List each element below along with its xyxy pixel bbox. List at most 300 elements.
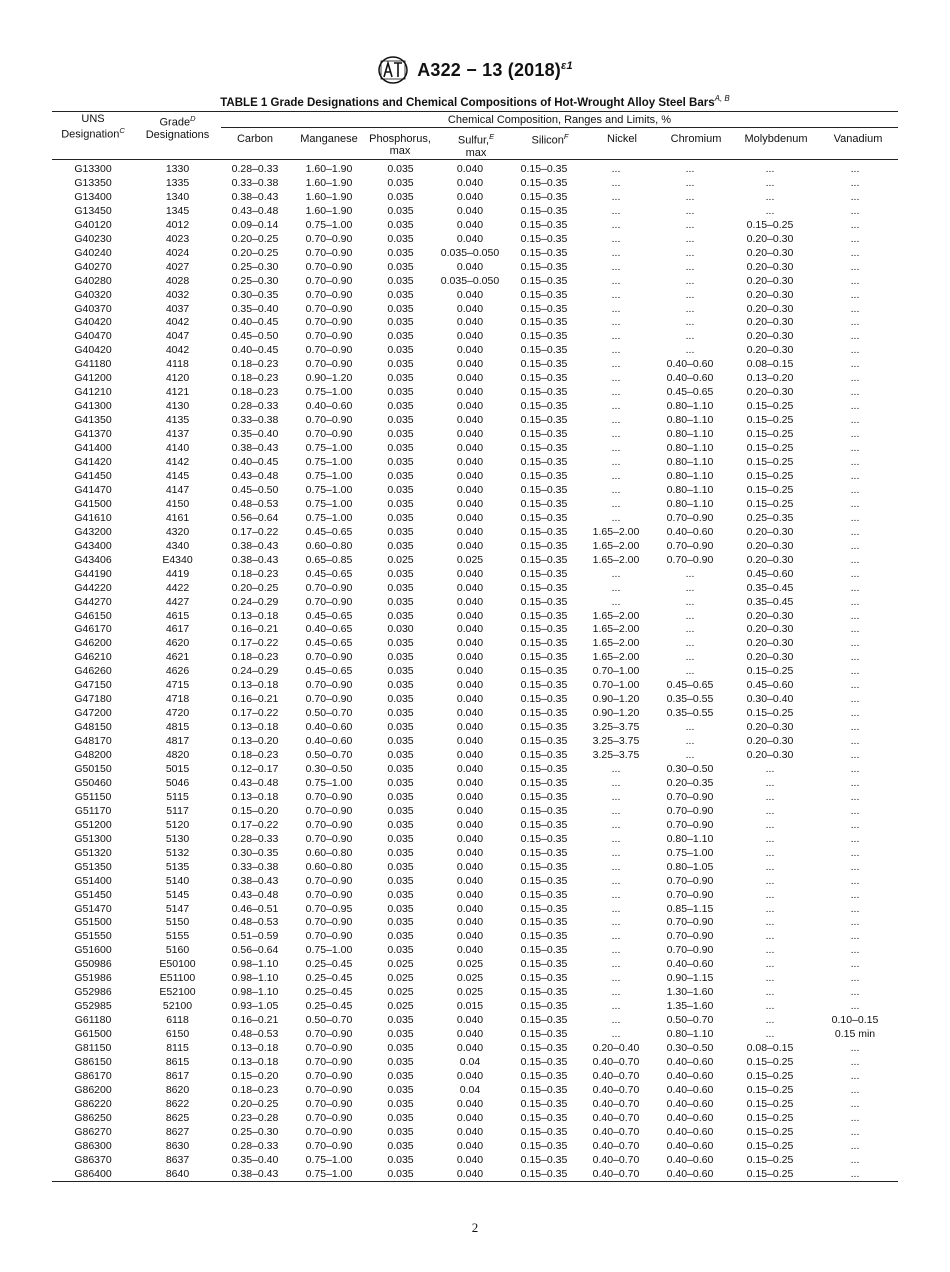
table-row [52, 986, 898, 1000]
manganese-cell: 0.65–0.85 [305, 553, 353, 566]
table-row [52, 414, 898, 428]
silicon-cell: 0.15–0.35 [520, 874, 568, 887]
chromium-cell: ... [685, 218, 695, 231]
molybdenum-cell: 0.20–0.30 [746, 749, 794, 762]
manganese-cell: 0.50–0.70 [305, 707, 353, 720]
uns-cell: G86270 [74, 1125, 112, 1138]
sulfur-cell: 0.040 [456, 1042, 484, 1055]
chromium-cell: 0.70–0.90 [666, 511, 714, 524]
manganese-cell: 0.75–1.00 [305, 469, 353, 482]
uns-cell: G13350 [74, 176, 112, 189]
chromium-cell: 0.35–0.55 [666, 707, 714, 720]
phosphorus-cell: 0.035 [387, 1014, 414, 1027]
uns-cell: G47180 [74, 693, 112, 706]
manganese-cell: 0.75–1.00 [305, 456, 353, 469]
chromium-cell: 0.30–0.50 [666, 762, 714, 775]
vanadium-cell: ... [850, 609, 860, 622]
grade-cell: 1345 [165, 204, 190, 217]
silicon-cell: 0.15–0.35 [520, 735, 568, 748]
table-row [52, 1126, 898, 1140]
chromium-cell: 0.70–0.90 [666, 916, 714, 929]
chromium-cell: ... [685, 330, 695, 343]
silicon-cell: 0.15–0.35 [520, 190, 568, 203]
uns-cell: G13450 [74, 204, 112, 217]
table-row [52, 679, 898, 693]
uns-cell: G51150 [74, 790, 112, 803]
vanadium-cell: ... [850, 707, 860, 720]
vanadium-cell: ... [850, 483, 860, 496]
molybdenum-cell: 0.15–0.25 [746, 1125, 794, 1138]
silicon-cell: 0.15–0.35 [520, 749, 568, 762]
chromium-cell: 0.50–0.70 [666, 1014, 714, 1027]
grade-cell: 5135 [165, 860, 190, 873]
silicon-cell: 0.15–0.35 [520, 637, 568, 650]
sulfur-cell: 0.040 [456, 693, 484, 706]
carbon-cell: 0.51–0.59 [231, 930, 279, 943]
chromium-cell: 0.40–0.60 [666, 1167, 714, 1180]
sulfur-cell: 0.040 [456, 567, 484, 580]
nickel-cell: ... [611, 386, 621, 399]
phosphorus-cell: 0.035 [387, 944, 414, 957]
vanadium-cell: ... [850, 372, 860, 385]
silicon-cell: 0.15–0.35 [520, 400, 568, 413]
silicon-cell: 0.15–0.35 [520, 693, 568, 706]
silicon-cell: 0.15–0.35 [520, 1083, 568, 1096]
manganese-cell: 0.70–0.90 [305, 260, 353, 273]
molybdenum-cell: 0.15–0.25 [746, 1139, 794, 1152]
sulfur-cell: 0.040 [456, 232, 484, 245]
header-molybdenum: Molybdenum [744, 133, 808, 145]
carbon-cell: 0.33–0.38 [231, 860, 279, 873]
nickel-cell: ... [611, 260, 621, 273]
chromium-cell: ... [685, 735, 695, 748]
carbon-cell: 0.20–0.25 [231, 232, 279, 245]
manganese-cell: 0.25–0.45 [305, 958, 353, 971]
chromium-cell: 0.45–0.65 [666, 679, 714, 692]
chromium-cell: 0.80–1.10 [666, 483, 714, 496]
nickel-cell: 0.70–1.00 [592, 679, 640, 692]
carbon-cell: 0.38–0.43 [231, 190, 279, 203]
grade-cell: 5147 [165, 902, 190, 915]
table-row [52, 1056, 898, 1070]
table-row [52, 289, 898, 303]
molybdenum-cell: 0.20–0.30 [746, 637, 794, 650]
carbon-cell: 0.25–0.30 [231, 274, 279, 287]
molybdenum-cell: 0.20–0.30 [746, 344, 794, 357]
molybdenum-cell: 0.20–0.30 [746, 316, 794, 329]
grade-cell: 5120 [165, 818, 190, 831]
manganese-cell: 0.40–0.60 [305, 400, 353, 413]
sulfur-cell: 0.040 [456, 846, 484, 859]
carbon-cell: 0.56–0.64 [231, 511, 279, 524]
nickel-cell: ... [611, 832, 621, 845]
grade-cell: 4118 [166, 358, 189, 371]
grade-cell: 5160 [165, 944, 190, 957]
uns-cell: G41180 [74, 358, 112, 371]
grade-cell: 5132 [165, 846, 190, 859]
nickel-cell: ... [611, 288, 621, 301]
phosphorus-cell: 0.035 [387, 190, 414, 203]
phosphorus-cell: 0.035 [387, 428, 414, 441]
sulfur-cell: 0.015 [456, 1000, 484, 1013]
sulfur-cell: 0.04 [459, 1056, 481, 1068]
silicon-cell: 0.15–0.35 [520, 246, 568, 259]
nickel-cell: 1.65–2.00 [592, 525, 640, 538]
uns-cell: G52986 [74, 986, 112, 999]
uns-cell: G48170 [74, 735, 112, 748]
carbon-cell: 0.43–0.48 [231, 776, 279, 789]
molybdenum-cell: ... [765, 762, 775, 775]
chromium-cell: 0.40–0.60 [666, 1069, 714, 1082]
sulfur-cell: 0.040 [456, 442, 484, 455]
phosphorus-cell: 0.035 [387, 260, 414, 273]
nickel-cell: ... [611, 163, 621, 175]
vanadium-cell: ... [850, 302, 860, 315]
vanadium-cell: ... [850, 776, 860, 789]
phosphorus-cell: 0.025 [387, 1000, 414, 1013]
manganese-cell: 0.40–0.60 [305, 721, 353, 734]
carbon-cell: 0.16–0.21 [231, 1014, 279, 1027]
phosphorus-cell: 0.035 [387, 567, 414, 580]
silicon-cell: 0.15–0.35 [520, 386, 568, 399]
nickel-cell: ... [611, 595, 621, 608]
grade-cell: 4120 [165, 372, 190, 385]
uns-cell: G50150 [74, 762, 112, 775]
molybdenum-cell: 0.15–0.25 [746, 1167, 794, 1180]
sulfur-cell: 0.040 [456, 832, 484, 845]
molybdenum-cell: 0.15–0.25 [746, 483, 794, 496]
silicon-cell: 0.15–0.35 [520, 1153, 568, 1166]
phosphorus-cell: 0.035 [387, 414, 414, 427]
sulfur-cell: 0.040 [456, 623, 484, 636]
vanadium-cell: ... [850, 1083, 860, 1096]
sulfur-cell: 0.040 [456, 218, 484, 231]
silicon-cell: 0.15–0.35 [520, 888, 568, 901]
molybdenum-cell: 0.15–0.25 [746, 1056, 794, 1068]
molybdenum-cell: 0.15–0.25 [746, 1097, 794, 1110]
phosphorus-cell: 0.035 [387, 776, 414, 789]
uns-cell: G41420 [74, 456, 112, 469]
page-number: 2 [471, 1220, 479, 1235]
table-row [52, 177, 898, 191]
vanadium-cell: ... [850, 1069, 860, 1082]
carbon-cell: 0.40–0.45 [231, 344, 279, 357]
sulfur-cell: 0.040 [456, 163, 484, 175]
sulfur-cell: 0.040 [456, 707, 484, 720]
manganese-cell: 0.70–0.90 [305, 832, 353, 845]
molybdenum-cell: 0.35–0.45 [746, 581, 794, 594]
sulfur-cell: 0.040 [456, 483, 484, 496]
carbon-cell: 0.23–0.28 [231, 1111, 279, 1124]
sulfur-cell: 0.025 [456, 958, 484, 971]
silicon-cell: 0.15–0.35 [520, 469, 568, 482]
vanadium-cell: ... [850, 442, 860, 455]
silicon-cell: 0.15–0.35 [520, 944, 568, 957]
grade-cell: 4142 [165, 456, 190, 469]
silicon-cell: 0.15–0.35 [520, 986, 568, 999]
vanadium-cell: ... [850, 1111, 860, 1124]
nickel-cell: 0.20–0.40 [592, 1042, 640, 1055]
nickel-cell: 3.25–3.75 [592, 721, 640, 734]
uns-cell: G41300 [74, 400, 112, 413]
uns-cell: G86370 [74, 1153, 112, 1166]
carbon-cell: 0.33–0.38 [231, 414, 279, 427]
header-nickel: Nickel [607, 133, 637, 145]
grade-cell: 5115 [166, 790, 189, 803]
grade-cell: 4320 [165, 525, 190, 538]
molybdenum-cell: 0.15–0.25 [746, 1069, 794, 1082]
silicon-cell: 0.15–0.35 [520, 567, 568, 580]
chromium-cell: 0.40–0.60 [666, 525, 714, 538]
uns-cell: G47150 [74, 679, 112, 692]
phosphorus-cell: 0.035 [387, 497, 414, 510]
manganese-cell: 0.70–0.90 [305, 246, 353, 259]
molybdenum-cell: 0.15–0.25 [746, 665, 794, 678]
table-row [52, 707, 898, 721]
manganese-cell: 0.40–0.65 [305, 623, 353, 636]
manganese-cell: 0.75–1.00 [305, 497, 353, 510]
silicon-cell: 0.15–0.35 [520, 1000, 568, 1013]
molybdenum-cell: ... [765, 163, 775, 175]
table-row [52, 330, 898, 344]
sulfur-cell: 0.035–0.050 [440, 274, 500, 287]
molybdenum-cell: 0.20–0.30 [746, 260, 794, 273]
manganese-cell: 0.45–0.65 [305, 609, 353, 622]
manganese-cell: 0.70–0.90 [305, 804, 353, 817]
table-row [52, 1028, 898, 1042]
silicon-cell: 0.15–0.35 [520, 553, 568, 566]
molybdenum-cell: 0.20–0.30 [746, 525, 794, 538]
carbon-cell: 0.25–0.30 [231, 1125, 279, 1138]
sulfur-cell: 0.025 [456, 553, 484, 566]
uns-cell: G51170 [74, 804, 112, 817]
vanadium-cell: ... [850, 595, 860, 608]
uns-cell: G51600 [74, 944, 112, 957]
chromium-cell: 0.40–0.60 [666, 358, 714, 371]
manganese-cell: 0.70–0.90 [305, 414, 353, 427]
molybdenum-cell: 0.20–0.30 [746, 609, 794, 622]
nickel-cell: 0.40–0.70 [592, 1111, 640, 1124]
group-header-rule [221, 127, 898, 128]
phosphorus-cell: 0.035 [387, 665, 414, 678]
table-row [52, 205, 898, 219]
phosphorus-cell: 0.035 [387, 609, 414, 622]
sulfur-cell: 0.040 [456, 539, 484, 552]
molybdenum-cell: 0.15–0.25 [746, 456, 794, 469]
chromium-cell: 0.40–0.60 [666, 1097, 714, 1110]
vanadium-cell: ... [850, 330, 860, 343]
uns-cell: G41450 [74, 469, 112, 482]
nickel-cell: ... [611, 511, 621, 524]
grade-cell: 8627 [165, 1125, 190, 1138]
chromium-cell: ... [685, 232, 695, 245]
molybdenum-cell: ... [765, 1000, 775, 1013]
uns-cell: G50460 [74, 776, 112, 789]
nickel-cell: ... [611, 469, 621, 482]
chromium-cell: 0.70–0.90 [666, 539, 714, 552]
manganese-cell: 0.70–0.90 [305, 1097, 353, 1110]
molybdenum-cell: ... [765, 1028, 775, 1041]
uns-cell: G51470 [74, 902, 112, 915]
chromium-cell: 0.80–1.10 [666, 1028, 714, 1041]
grade-cell: E52100 [159, 986, 196, 999]
molybdenum-cell: 0.15–0.25 [746, 1083, 794, 1096]
table-row [52, 163, 898, 177]
phosphorus-cell: 0.035 [387, 386, 414, 399]
manganese-cell: 1.60–1.90 [305, 190, 353, 203]
nickel-cell: ... [611, 846, 621, 859]
grade-cell: 4037 [165, 302, 190, 315]
manganese-cell: 0.70–0.90 [305, 679, 353, 692]
vanadium-cell: ... [850, 916, 860, 929]
vanadium-cell: ... [850, 400, 860, 413]
grade-cell: 4626 [165, 665, 190, 678]
carbon-cell: 0.40–0.45 [231, 316, 279, 329]
phosphorus-cell: 0.035 [387, 707, 414, 720]
uns-cell: G51320 [74, 846, 112, 859]
manganese-cell: 0.70–0.90 [305, 581, 353, 594]
sulfur-cell: 0.040 [456, 749, 484, 762]
manganese-cell: 0.70–0.90 [305, 1083, 353, 1096]
grade-cell: 5155 [165, 930, 190, 943]
nickel-cell: ... [611, 316, 621, 329]
table-row [52, 261, 898, 275]
uns-cell: G51350 [74, 860, 112, 873]
grade-cell: 8615 [165, 1056, 190, 1068]
vanadium-cell: ... [850, 623, 860, 636]
phosphorus-cell: 0.035 [387, 888, 414, 901]
phosphorus-cell: 0.035 [387, 679, 414, 692]
chromium-cell: 0.70–0.90 [666, 804, 714, 817]
vanadium-cell: ... [850, 553, 860, 566]
carbon-cell: 0.12–0.17 [231, 762, 279, 775]
chromium-cell: 0.40–0.60 [666, 1083, 714, 1096]
table-row [52, 763, 898, 777]
molybdenum-cell: 0.20–0.30 [746, 246, 794, 259]
uns-cell: G13400 [74, 190, 112, 203]
manganese-cell: 0.70–0.90 [305, 1056, 353, 1068]
uns-cell: G40270 [74, 260, 112, 273]
grade-cell: 4340 [165, 539, 190, 552]
sulfur-cell: 0.040 [456, 358, 484, 371]
phosphorus-cell: 0.035 [387, 721, 414, 734]
table-row [52, 540, 898, 554]
nickel-cell: ... [611, 302, 621, 315]
carbon-cell: 0.15–0.20 [231, 1069, 279, 1082]
uns-cell: G43400 [74, 539, 112, 552]
sulfur-cell: 0.040 [456, 1167, 484, 1180]
carbon-cell: 0.56–0.64 [231, 944, 279, 957]
phosphorus-cell: 0.035 [387, 274, 414, 287]
molybdenum-cell: 0.15–0.25 [746, 428, 794, 441]
molybdenum-cell: ... [765, 776, 775, 789]
grade-cell: 8637 [165, 1153, 190, 1166]
table-row [52, 1140, 898, 1154]
carbon-cell: 0.16–0.21 [231, 623, 279, 636]
silicon-cell: 0.15–0.35 [520, 288, 568, 301]
grade-cell: 5117 [166, 804, 189, 817]
vanadium-cell: ... [850, 428, 860, 441]
nickel-cell: ... [611, 902, 621, 915]
uns-cell: G46210 [74, 651, 112, 664]
vanadium-cell: ... [850, 204, 860, 217]
phosphorus-cell: 0.035 [387, 595, 414, 608]
vanadium-cell: ... [850, 972, 860, 985]
astm-logo-icon [377, 55, 409, 85]
nickel-cell: ... [611, 204, 621, 217]
chromium-cell: ... [685, 246, 695, 259]
chromium-cell: ... [685, 609, 695, 622]
silicon-cell: 0.15–0.35 [520, 832, 568, 845]
table-row [52, 498, 898, 512]
carbon-cell: 0.43–0.48 [231, 888, 279, 901]
phosphorus-cell: 0.025 [387, 972, 414, 985]
manganese-cell: 0.75–1.00 [305, 442, 353, 455]
vanadium-cell: ... [850, 665, 860, 678]
phosphorus-cell: 0.035 [387, 483, 414, 496]
uns-cell: G41200 [74, 372, 112, 385]
silicon-cell: 0.15–0.35 [520, 595, 568, 608]
molybdenum-cell: 0.20–0.30 [746, 553, 794, 566]
table-row [52, 958, 898, 972]
sulfur-cell: 0.040 [456, 525, 484, 538]
grade-cell: 8625 [165, 1111, 190, 1124]
chromium-cell: 0.90–1.15 [666, 972, 714, 985]
nickel-cell: ... [611, 483, 621, 496]
silicon-cell: 0.15–0.35 [520, 428, 568, 441]
vanadium-cell: ... [850, 693, 860, 706]
carbon-cell: 0.17–0.22 [231, 818, 279, 831]
carbon-cell: 0.20–0.25 [231, 246, 279, 259]
sulfur-cell: 0.040 [456, 344, 484, 357]
phosphorus-cell: 0.035 [387, 874, 414, 887]
nickel-cell: 1.65–2.00 [592, 623, 640, 636]
silicon-cell: 0.15–0.35 [520, 860, 568, 873]
silicon-cell: 0.15–0.35 [520, 651, 568, 664]
chromium-cell: 0.80–1.10 [666, 414, 714, 427]
phosphorus-cell: 0.035 [387, 525, 414, 538]
silicon-cell: 0.15–0.35 [520, 1028, 568, 1041]
nickel-cell: ... [611, 344, 621, 357]
nickel-cell: 0.40–0.70 [592, 1153, 640, 1166]
molybdenum-cell: ... [765, 804, 775, 817]
grade-cell: 5145 [165, 888, 190, 901]
chromium-cell: 0.70–0.90 [666, 818, 714, 831]
vanadium-cell: ... [850, 539, 860, 552]
chromium-cell: ... [685, 316, 695, 329]
sulfur-cell: 0.040 [456, 860, 484, 873]
chromium-cell: 0.30–0.50 [666, 1042, 714, 1055]
grade-cell: 4615 [165, 609, 190, 622]
table-row [52, 693, 898, 707]
nickel-cell: ... [611, 567, 621, 580]
nickel-cell: 1.65–2.00 [592, 609, 640, 622]
nickel-cell: ... [611, 428, 621, 441]
manganese-cell: 1.60–1.90 [305, 163, 353, 175]
chromium-cell: 0.40–0.60 [666, 1125, 714, 1138]
vanadium-cell: ... [850, 511, 860, 524]
vanadium-cell: ... [850, 637, 860, 650]
nickel-cell: 0.40–0.70 [592, 1139, 640, 1152]
uns-cell: G46170 [74, 623, 112, 636]
chromium-cell: ... [685, 288, 695, 301]
sulfur-cell: 0.040 [456, 679, 484, 692]
molybdenum-cell: 0.15–0.25 [746, 707, 794, 720]
grade-cell: 4817 [165, 735, 190, 748]
chromium-cell: 0.70–0.90 [666, 553, 714, 566]
table-row [52, 1070, 898, 1084]
header-bottom-rule [52, 159, 898, 160]
